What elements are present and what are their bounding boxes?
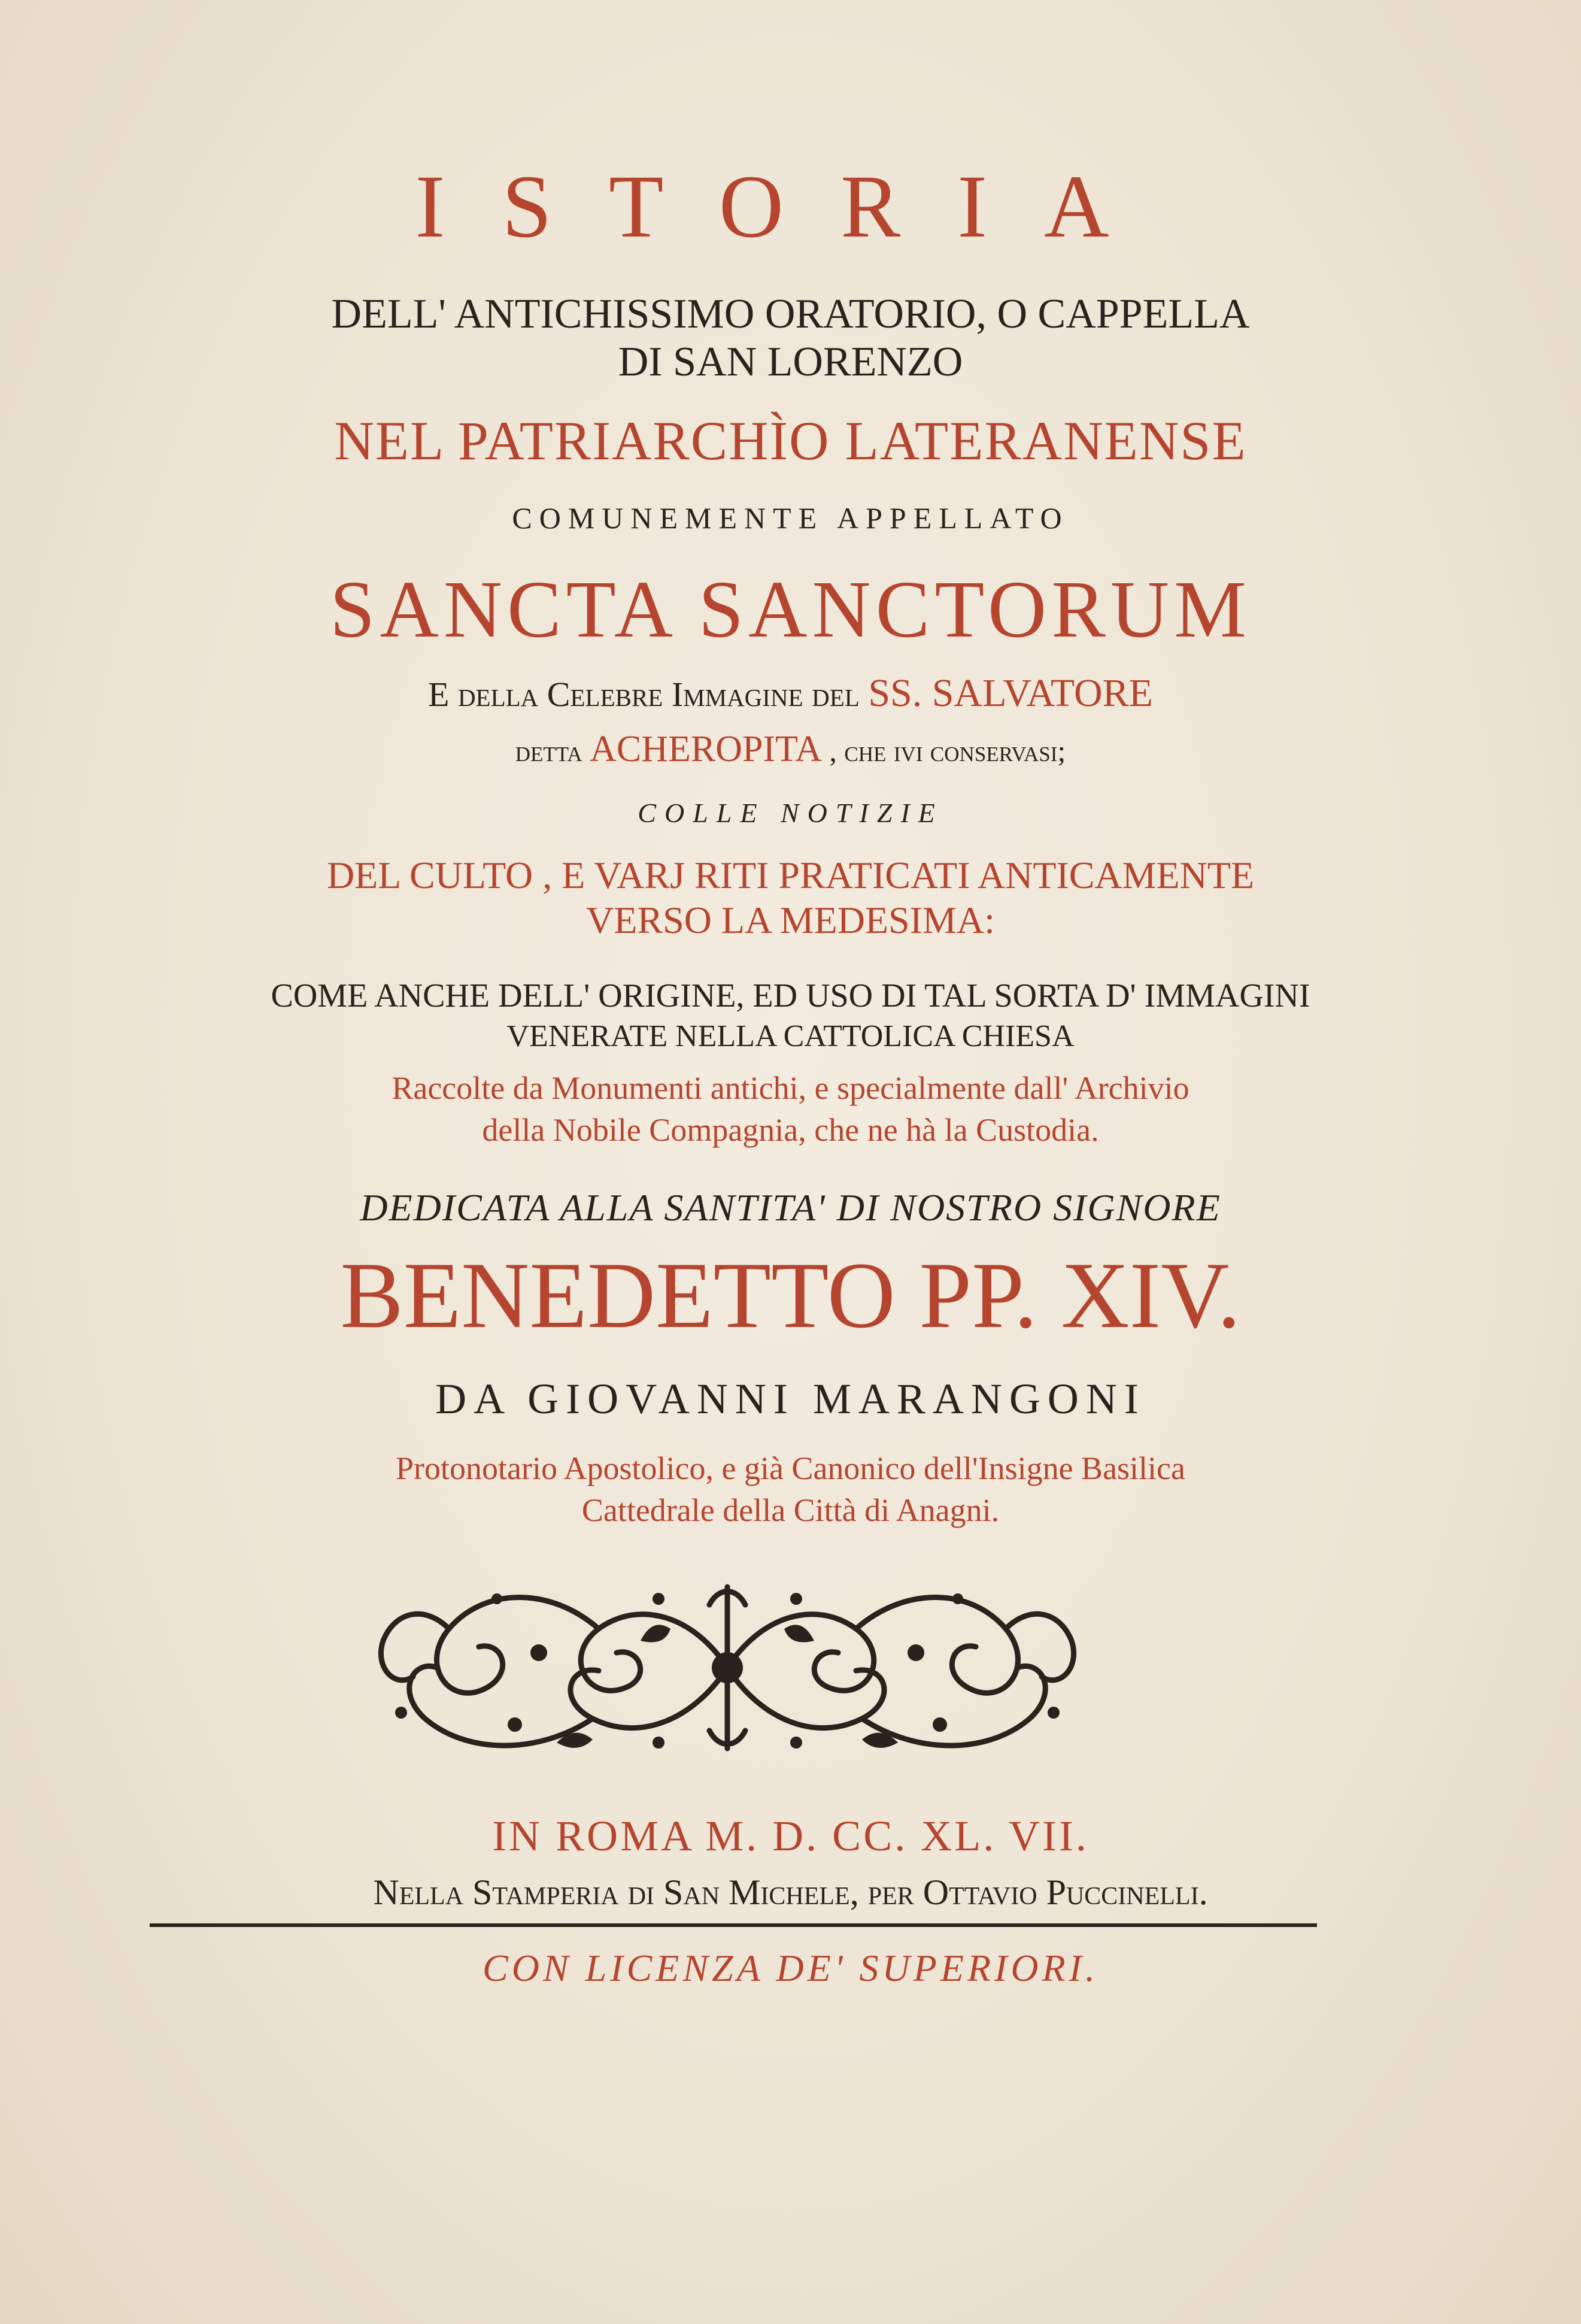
raccolte-line-2: della Nobile Compagnia, che ne hà la Custodia. <box>482 1112 1099 1148</box>
image-line-salvatore: SS. SALVATORE <box>868 671 1153 715</box>
imprint-place: IN ROMA M. D. CC. XL. VII. <box>492 1812 1089 1860</box>
colle-notizie: COLLE NOTIZIE <box>638 798 943 828</box>
floral-scroll-ornament-icon <box>359 1563 1096 1772</box>
culto-line-2: VERSO LA MEDESIMA: <box>586 899 995 941</box>
main-name: SANCTA SANCTORUM <box>329 565 1252 655</box>
raccolte-line-1: Raccolte da Monumenti antichi, e specialmente dall' Archivio <box>392 1070 1189 1106</box>
image-line-text: E della Celebre Immagine del <box>428 675 860 714</box>
pope-name: BENEDETTO PP. XIV. <box>340 1243 1241 1348</box>
author-line: DA GIOVANNI MARANGONI <box>435 1375 1146 1423</box>
subtitle-line-4: COMUNEMENTE APPELLATO <box>512 501 1069 535</box>
subtitle-line-2: DI SAN LORENZO <box>618 339 963 385</box>
detta-line-acheropita: ACHEROPITA <box>590 729 822 769</box>
origine-line-1: COME ANCHE DELL' ORIGINE, ED USO DI TAL SORTA D' IMMAGINI <box>271 977 1310 1014</box>
horizontal-rule <box>150 1923 1317 1927</box>
imprint-printer: Nella Stamperia di San Michele, per Ottavio Puccinelli. <box>373 1872 1208 1912</box>
detta-line-a: detta <box>515 734 582 768</box>
licenza-line: CON LICENZA DE' SUPERIORI. <box>483 1947 1098 1989</box>
dedication-line: DEDICATA ALLA SANTITA' DI NOSTRO SIGNORE <box>360 1186 1221 1229</box>
culto-line-1: DEL CULTO , E VARJ RITI PRATICATI ANTICAMENTE <box>326 854 1255 896</box>
image-line <box>0 671 1581 715</box>
subtitle-line-1: DELL' ANTICHISSIMO ORATORIO, O CAPPELLA <box>331 291 1250 337</box>
detta-line-c: , che ivi conservasi; <box>829 734 1066 768</box>
detta-line <box>0 731 1581 768</box>
book-title: ISTORIA <box>415 157 1166 256</box>
author-title-line-1: Protonotario Apostolico, e già Canonico dell'Insigne Basilica <box>396 1450 1185 1486</box>
origine-line-2: VENERATE NELLA CATTOLICA CHIESA <box>506 1019 1075 1053</box>
subtitle-line-3: NEL PATRIARCHÌO LATERANENSE <box>334 410 1247 471</box>
author-title-line-2: Cattedrale della Città di Anagni. <box>581 1492 1000 1528</box>
